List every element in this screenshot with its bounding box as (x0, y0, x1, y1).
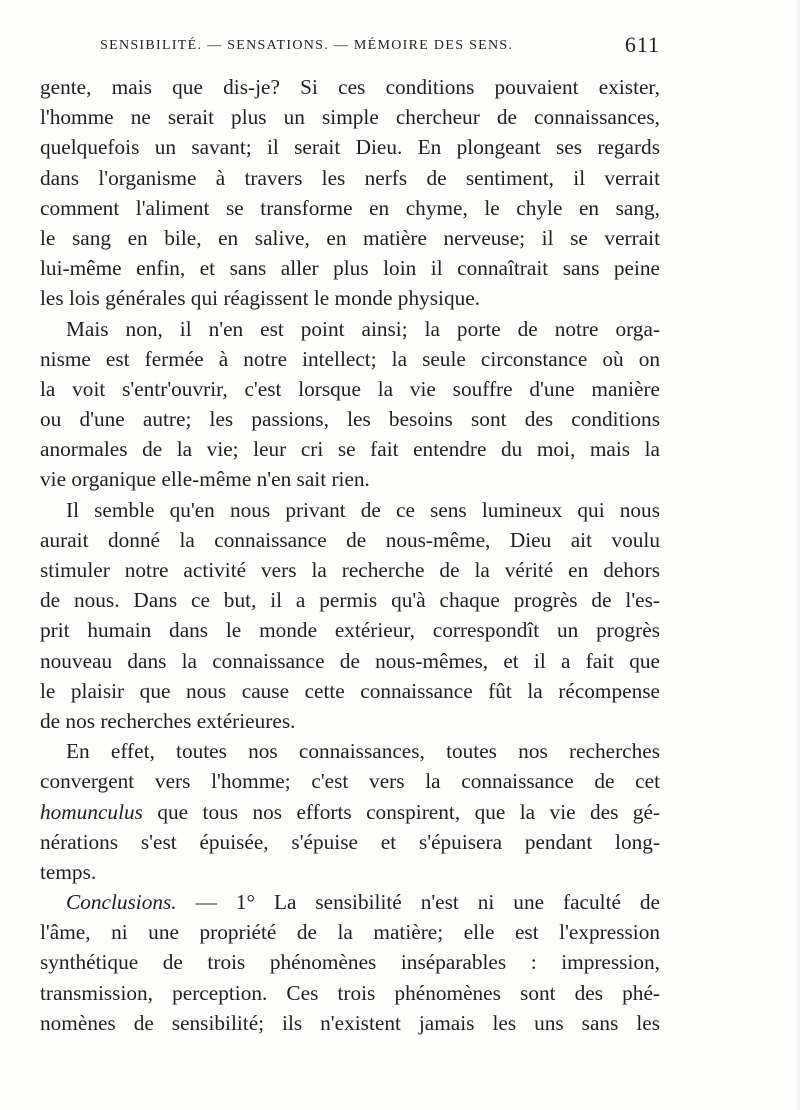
text-line: stimuler notre activité vers la recherche de la vérité en dehors (40, 558, 660, 582)
text-line: nomènes de sensibilité; ils n'existent jamais les uns sans les (40, 1010, 660, 1035)
page-number: 611 (624, 32, 660, 57)
text-line: Il semble qu'en nous privant de ce sens lumineux qui nous (66, 497, 660, 522)
text-line: de nous. Dans ce but, il a permis qu'à chaque progrès de l'es- (40, 588, 660, 613)
text-line: synthétique de trois phénomènes inséparables : impression, (40, 950, 660, 975)
text-line (40, 887, 660, 917)
text-line: lui-même enfin, et sans aller plus loin il connaîtrait sans peine (40, 256, 660, 281)
text-line: ou d'une autre; les passions, les besoins sont des conditions (40, 407, 660, 432)
text-line: temps. (40, 859, 97, 884)
text-line: le plaisir que nous cause cette connaissance fût la récompense (40, 678, 660, 703)
line-continuation: que tous nos efforts conspirent, que la vie des gé- (142, 799, 660, 824)
text-line: En effet, toutes nos connaissances, toutes nos recherches (66, 739, 660, 764)
running-head: SENSIBILITÉ. — SENSATIONS. — MÉMOIRE DES SENS. (100, 38, 514, 53)
text-line: l'homme ne serait plus un simple chercheur de connaissances, (40, 105, 660, 130)
text-line (40, 797, 660, 827)
scan-edge-shadow (794, 0, 800, 1110)
text-line: gente, mais que dis-je? Si ces conditions pouvaient exister, (40, 75, 660, 99)
text-line: aurait donné la connaissance de nous-même, Dieu ait voulu (40, 527, 660, 552)
section-lead: Conclusions. (66, 890, 177, 915)
text-line: anormales de la vie; leur cri se fait entendre du moi, mais la (40, 437, 660, 462)
text-line: Mais non, il n'en est point ainsi; la porte de notre orga- (66, 316, 660, 341)
text-line: comment l'aliment se transforme en chyme, le chyle en sang, (40, 195, 660, 220)
text-line: la voit s'entr'ouvrir, c'est lorsque la vie souffre d'une manière (40, 376, 660, 401)
text-line: transmission, perception. Ces trois phénomènes sont des phé- (40, 980, 660, 1005)
text-line: nérations s'est épuisée, s'épuise et s'épuisera pendant long- (40, 829, 660, 854)
text-line: l'âme, ni une propriété de la matière; elle est l'expression (40, 920, 660, 945)
page-header (100, 30, 660, 64)
text-line: dans l'organisme à travers les nerfs de sentiment, il verrait (40, 165, 660, 190)
text-line: le sang en bile, en salive, en matière nerveuse; il se verrait (40, 225, 660, 250)
text-line: nisme est fermée à notre intellect; la seule circonstance où on (40, 346, 660, 371)
text-line: quelquefois un savant; il serait Dieu. En plongeant ses regards (40, 135, 660, 160)
text-line: prit humain dans le monde extérieur, correspondît un progrès (40, 618, 660, 643)
body-text (40, 72, 660, 1038)
text-line: les lois générales qui réagissent le monde physique. (40, 286, 481, 311)
line-continuation: — 1° La sensibilité n'est ni une faculté de (176, 890, 660, 915)
text-line: vie organique elle-même n'en sait rien. (40, 467, 370, 492)
text-line: nouveau dans la connaissance de nous-mêmes, et il a fait que (40, 648, 660, 673)
text-line: de nos recherches extérieures. (40, 708, 296, 733)
italic-term: homunculus (40, 799, 143, 824)
text-line: convergent vers l'homme; c'est vers la connaissance de cet (40, 769, 660, 794)
